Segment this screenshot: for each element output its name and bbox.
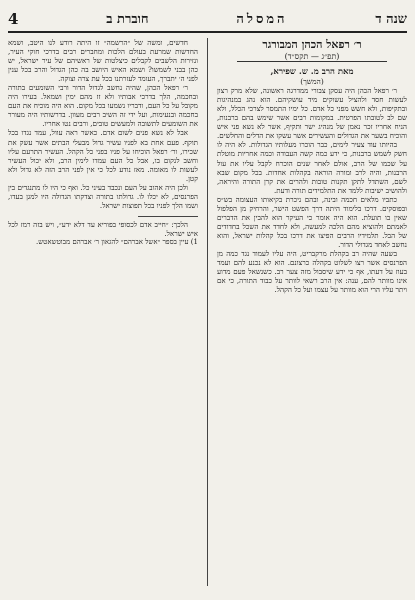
left-paragraph: אבל לא נשא פנים לשום אדם. כאשר ראה עוול, עמד נגדו בכל תוקף. פעם אחת בא לפניו עשיר גדול מבעלי הבתים אשר עשק את שכירו, ור׳ רפאל הוכיחו על פניו בפני כל הקהל. העשיר התרעם עליו וחשב לנקום בו, אבל כל העם עמדו לימין הרב, ולא יכול העשיר לעשות לו מאומה. מאז נודע לכל כי אין לפני הרב הזה לא גדול ולא קטן.: [8, 128, 198, 183]
text-columns: [8, 38, 407, 586]
header-rule: [8, 31, 407, 33]
title-rule: [237, 61, 387, 62]
page-number: 4: [8, 10, 19, 28]
right-paragraph: ר׳ רפאל הכהן היה עסקן צבורי ממדרגה ראשונה, שלא מרק רצון לעשות חסד ולהציל עשוקים מיד עושקיהם. הוא נהג במנהיגות ובתקיפות, ולא חשש מפני כל אדם. כל ימיו התמסר לצרכי הכלל, ולא שם לב לטובתו הפרטית. במקומות רבים אשר שימש בהם ברבנות, הניח אחריו זכר נאמן של מנהיג ישר ותקיף, אשר לא נשא פני איש והוכיח בשער את הגדולים והעשירים אשר עשקו את הדלים והחלשים.: [217, 86, 407, 141]
running-head: [8, 8, 407, 30]
issue-label: חוברת ב: [106, 12, 149, 27]
left-column: [8, 38, 198, 586]
footnote-rule: [138, 216, 198, 217]
left-paragraph: ולכן היה אהוב על העם ונכבד בעיני כל. ואף כי היו לו מתנגדים בין הפרנסים, לא יכלו לו. גדולתו בתורה וצדקתו הגדולה היו למגן בעדו, ושמו הלך לפניו בכל תפוצות ישראל.: [8, 182, 198, 210]
continued-label: (המשך): [300, 77, 324, 87]
footnote: 1) עיין בספר ״אשל אברהם״ להגאון ר׳ אברהם מבוטשאטש.: [36, 237, 198, 246]
column-divider: [198, 38, 217, 586]
right-column: [217, 38, 407, 586]
journal-title: המסלה: [236, 12, 288, 27]
year-label: שנה ד: [375, 12, 407, 27]
left-paragraph: ר׳ רפאל הכהן, שהיה נחשב לגדול הדור ורבי השומעים בתורה ובחכמה, הלך בדרכי אבותיו ולא זז מהם ימין ושמאל. בעירו היה מקובל על כל העם, ודבריו נשמעו בכל מקום. הוא היה מוכיח את העם בחכמה ובנעימות, ועל ידי זה השיב רבים מעוון. בדרשותיו היה מעורר את השומעים לתשובה ולמעשים טובים, ורבים נטו אחריו.: [8, 83, 198, 129]
journal-page: [8, 8, 407, 592]
left-paragraph: חדשים, ומשה של ״הרשמה״ זו היתה רודע לנו היטב, ושמא החדשות שמרעת בעולם הלכות ומחברים רבים בדרכי חוקי העיר, ונזירות הלשבים לקבלים כיצלטות של ראשיהם של עיר ישראל, יש כהן בבני לשמשו? ושמא האיש היושב בה כהן הגדול והרב בכל ענין לפני ה׳ יתברך, העומד לעזרתנו בכל עת צרה וצוקה.: [8, 38, 198, 84]
article-title: ר׳ רפאל הכהן המבורגר: [262, 38, 362, 51]
right-paragraph: בשעה שהיה רב בקהלת מרקבריט, היה עליו לעמוד נגד כמה מן הפרנסים אשר רצו לשלוט בקהלה כרצונם. הוא לא נכנע להם ועמד בעוז על דעתו, אף כי ידע שיסבול מזה צער רב. כשנשאל פעם מדוע אינו מוותר להם, ענה: אין הרב רשאי לוותר על כבוד התורה, כי אם ויתר עליו הרי הוא מוותר על עצמו ועל כל הקהל.: [217, 248, 407, 295]
right-paragraph: בהיותו עוד צעיר לימים, כבר הוכרו מעלותיו הגדולות. לא היה לו חשק לשמש ברבנות, כי ידע כמה קשה העבודה וכמה אחריות מוטלת על שכמו של הרב, אולם לאחר שנים הוכרח לקבל עליו את עול הרבנות, והיה לרב ומורה הוראה בקהלות אחדות. בכל מקום שבא לשם, השתדל לתקן תקנות טובות ולהרים את קרן התורה והיראה, ולהושיב ישיבות ללמד את התלמידים תורה ודעת.: [217, 140, 407, 195]
article-byline: מאת הרב מ. ש. שפירא,: [270, 67, 354, 78]
right-paragraph: כתביו מלאים חכמה ובינה, ובהם ניכרת בקיאותו העצומה בש״ס ובפוסקים. דרכו בלימוד היתה דרך הפשט הישר, והרחיק מן הפלפול שאין בו תועלת. הוא היה אומר כי העיקר הוא להבין את הדברים לאמתם ולהוציא מהם הלכה למעשה, ולא לחדד את השכל בחדודים של הבל. תלמידיו הרבים הפיצו את דרכו בכל קהלות ישראל, והוא נחשב לאחד מגדולי הדור.: [217, 194, 407, 249]
left-paragraph: הלכך: ״חייב אדם לכסופי בפוריא עד דלא ידע״, ויש בזה רמז לכל איש ישראל.: [8, 219, 198, 238]
article-dates: (תפ״ג — תקס״ד): [284, 52, 340, 61]
